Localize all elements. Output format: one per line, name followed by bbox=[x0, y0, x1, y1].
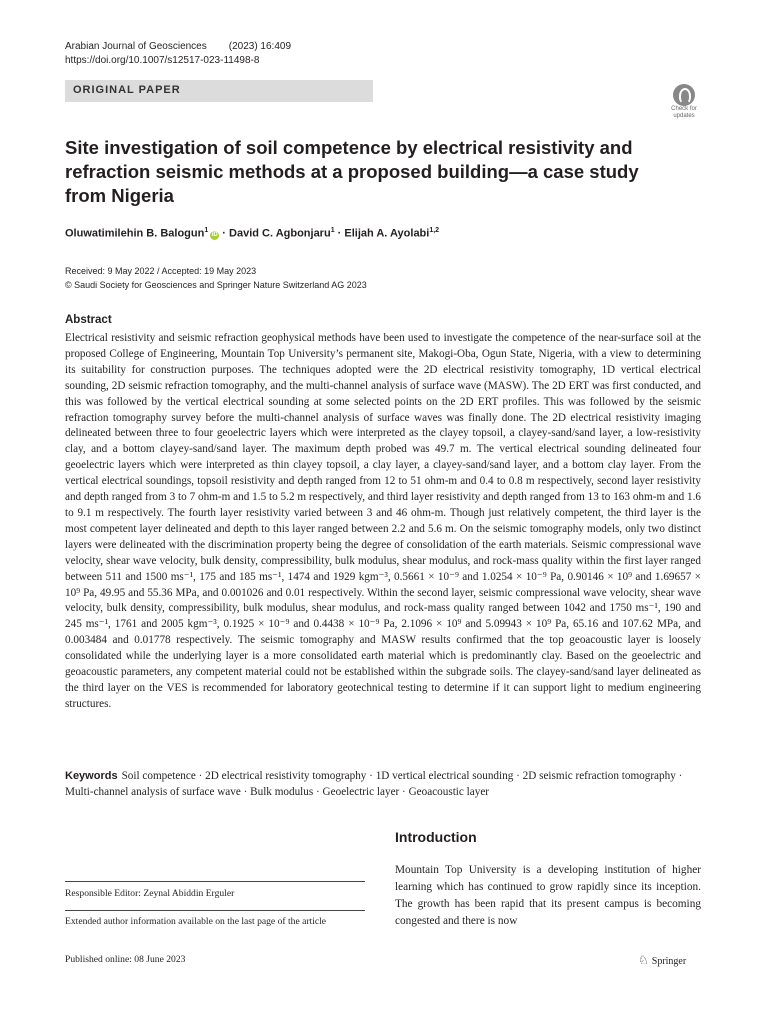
footnote-divider bbox=[65, 881, 365, 882]
author-list bbox=[65, 227, 439, 240]
journal-volume: (2023) 16:409 bbox=[228, 41, 292, 52]
responsible-editor-note: Responsible Editor: Zeynal Abiddin Erguler bbox=[65, 888, 235, 899]
author-separator: · bbox=[219, 227, 230, 240]
author-name[interactable]: David C. Agbonjaru bbox=[229, 227, 331, 240]
springer-horse-icon: ♘ bbox=[638, 953, 649, 967]
publisher-logo bbox=[638, 953, 686, 968]
author-separator: · bbox=[334, 227, 345, 240]
article-type-banner bbox=[65, 80, 373, 102]
copyright-line: © Saudi Society for Geosciences and Springer Nature Switzerland AG 2023 bbox=[65, 280, 367, 290]
check-updates-icon bbox=[673, 84, 695, 106]
paper-title: Site investigation of soil competence by electrical resistivity and refraction seismic methods at a proposed building—a case study from Nigeria bbox=[65, 137, 639, 206]
author-affiliation: 1 bbox=[204, 227, 209, 234]
keywords-list: Soil competence · 2D electrical resistivity tomography · 1D vertical electrical sounding · 2D seismic refraction tomography · Multi-channel analysis of surface wave · Bulk modulus · Geoelectric layer · Geoacoustic layer bbox=[65, 770, 683, 798]
publisher-name: Springer bbox=[651, 956, 687, 967]
introduction-text: Mountain Top University is a developing institution of higher learning which has continued to grow rapidly since its inception. The growth has been rapid that its present campus is becoming congested and there is now bbox=[395, 864, 701, 927]
keywords-heading: Keywords bbox=[65, 770, 118, 782]
published-online-date: Published online: 08 June 2023 bbox=[65, 954, 186, 965]
footnote-divider bbox=[65, 910, 365, 911]
abstract-heading: Abstract bbox=[65, 314, 112, 326]
author-name[interactable]: Elijah A. Ayolabi bbox=[344, 227, 430, 240]
author-name[interactable]: Oluwatimilehin B. Balogun bbox=[65, 227, 205, 240]
publication-dates bbox=[65, 264, 367, 292]
article-type-label: ORIGINAL PAPER bbox=[73, 84, 181, 96]
journal-header bbox=[65, 40, 291, 68]
received-accepted-dates: Received: 9 May 2022 / Accepted: 19 May 2023 bbox=[65, 266, 257, 276]
check-updates-line1: Check for bbox=[671, 106, 697, 112]
author-affiliation: 1 bbox=[330, 227, 335, 234]
check-updates-line2: updates bbox=[673, 113, 695, 119]
extended-info-note: Extended author information available on the last page of the article bbox=[65, 916, 327, 927]
author-affiliation: 1,2 bbox=[429, 227, 440, 234]
keywords-block bbox=[65, 768, 701, 800]
check-for-updates-button[interactable] bbox=[664, 84, 704, 126]
abstract-text: Electrical resistivity and seismic refraction geophysical methods have been used to investigate the competence of the near-surface soil at the proposed College of Engineering, Mountain Top University’s permanent site, Makogi-Oba, Ogun State, Nigeria, with a view to determining its suitability for construction purposes. The techniques adopted were the 2D electrical resistivity tomography, 1D vertical electrical sounding, 2D seismic refraction tomography, and the multi-channel analysis of surface wave (MASW). The 2D ERT was first conducted, and this was followed by the vertical electrical sounding at some selected points on the 2D ERT profiles. This was followed by the seismic refraction tomography survey before the multi-channel analysis of surface waves was finally done. The 2D electrical resistivity imaging delineated between three to four geoelectric layers which were interpreted as the clayey topsoil, a clayey-sand/sand layer, a low-resistivity clay, and a bottom clayey-sand/sand layer. The maximum depth probed was 49.7 m. The vertical electrical sounding delineated four geoelectric layers which were interpreted as thin clayey topsoil, a clay layer, a clayey-sand/sand layer, and a bottom clay layer. From the vertical electrical soundings, topsoil resistivity and depth ranged from 12 to 51 ohm-m and 0.4 to 0.8 m respectively, second layer resistivity and depth ranged from 3 to 7 ohm-m and 1.5 to 5.2 m respectively, and third layer resistivity and depth ranged from 13 to 163 ohm-m and 1.6 to 9.1 m respectively. The fourth layer resistivity varied between 3 and 46 ohm-m. Though just relatively competent, the third layer is the most competent layer delineated and depth to this layer ranged between 2.2 and 5.6 m. On the seismic tomography models, only two distinct layers were delineated with the discrimination property being the degree of consolidation of the earth materials. Seismic compressional wave velocity, shear wave velocity, bulk density, compressibility, bulk modulus, shear modulus, and rock-mass quality within the first layer ranged between 511 and 1500 ms⁻¹, 175 and 185 ms⁻¹, 1474 and 1929 kgm⁻³, 0.5661 × 10⁻⁹ and 1.0254 × 10⁻⁹ Pa, 0.90146 × 10⁹ and 1.69657 × 10⁹ Pa, 49.95 and 55.36 MPa, and 0.001026 and 0.01 respectively. Within the second layer, seismic compressional wave velocity, shear wave velocity, bulk density, compressibility, bulk modulus, shear modulus, and rock-mass quality ranged between 1042 and 1750 ms⁻¹, 190 and 245 ms⁻¹, 1761 and 2005 kgm⁻³, 0.1925 × 10⁻⁹ and 0.4438 × 10⁻⁹ Pa, 2.1096 × 10⁹ and 5.09943 × 10⁹ Pa, 65.16 and 107.62 MPa, and 0.003484 and 0.01778 respectively. The seismic tomography and MASW results confirmed that the top geoacoustic layer is loosely consolidated while the underlying layer is a more consolidated earth material which is predominantly clay. Based on the geoelectric and geoacoustic parameters, any competent material could not be established within the subgrade soils. The clayey-sand/sand layer delineated as the third layer on the VES is recommended for laboratory geotechnical testing to determine if it can support light to medium engineering structures. bbox=[65, 332, 701, 710]
doi-link[interactable]: https://doi.org/10.1007/s12517-023-11498-8 bbox=[65, 55, 260, 66]
orcid-icon[interactable]: iD bbox=[211, 231, 218, 238]
introduction-heading: Introduction bbox=[395, 829, 477, 845]
journal-name: Arabian Journal of Geosciences bbox=[65, 41, 207, 52]
